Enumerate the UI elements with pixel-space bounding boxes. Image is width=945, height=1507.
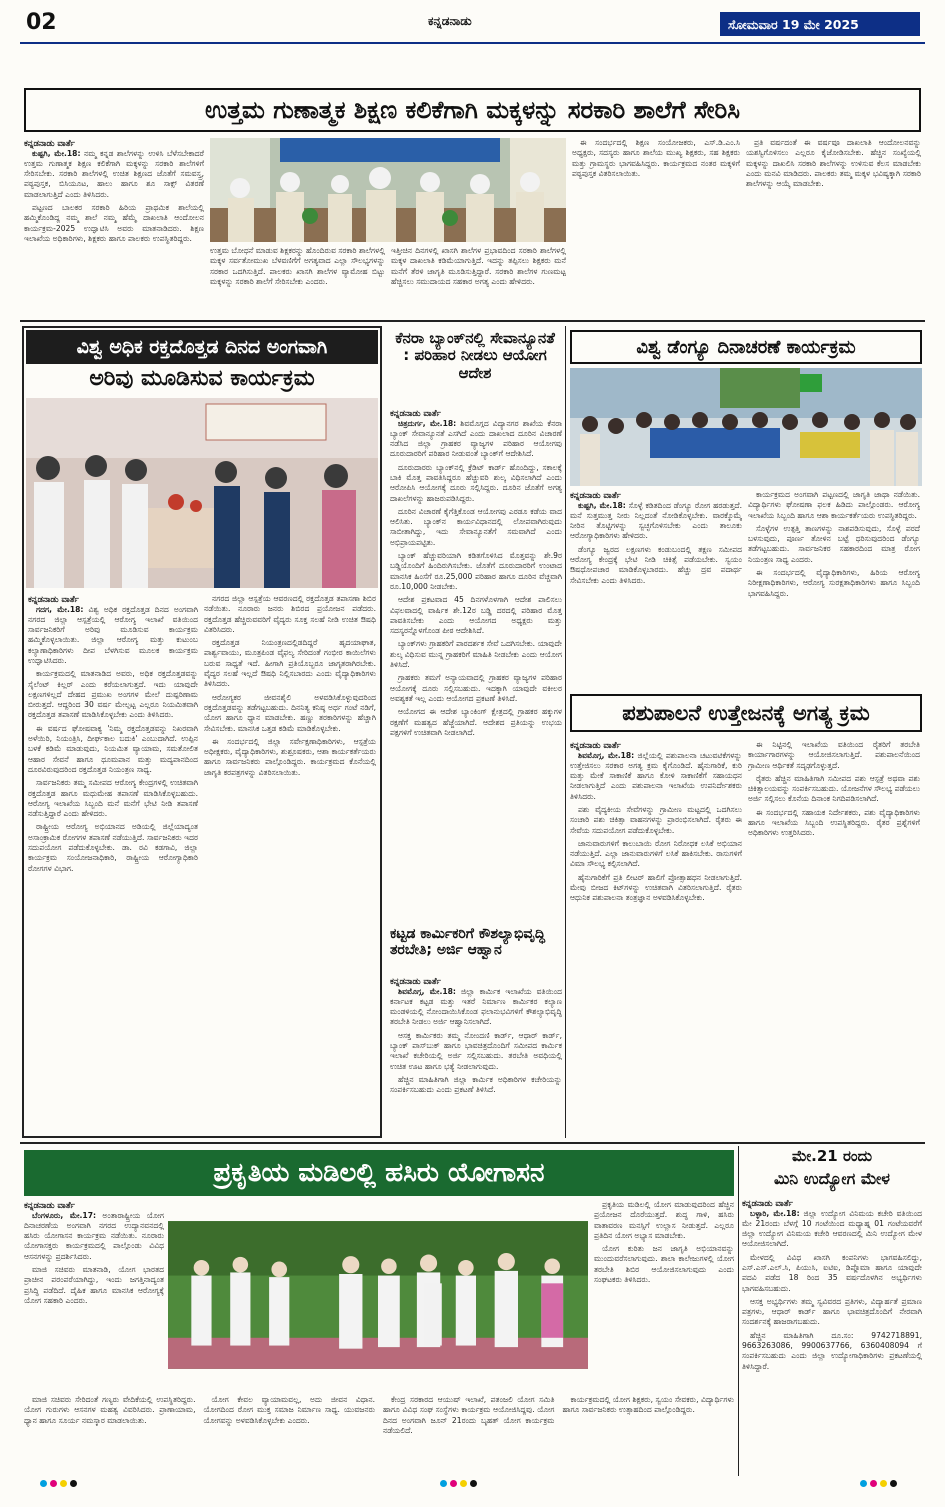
article1-bottom-rule	[20, 320, 925, 322]
article3-body: ಕನ್ನಡನಾಡು ವಾರ್ತೆ ಚಿತ್ರದುರ್ಗ, ಮೇ.18: ಶಿವಮೊಗ್ಗದ ವಿದ್ಯಾನಗರ ಶಾಖೆಯ ಕೆನರಾ ಬ್ಯಾಂಕ್ ಸೇವಾನ್ಯೂನತೆ ಎಸಗಿದೆ ಎಂದು ದಾಖಲಾದ ದೂರಿನ ವಿಚಾರಣೆ ನಡೆಸಿದ ಜಿಲ್ಲಾ ಗ್ರಾಹಕರ ವ್ಯಾಜ್ಯಗಳ ಪರಿಹಾರ ಆಯೋಗವು ದೂರುದಾರರಿಗೆ ಪರಿಹಾರ ನೀಡುವಂತೆ ಬ್ಯಾಂಕ್‌ಗೆ ಆದೇಶಿಸಿದೆ. ದೂರುದಾರರು ಬ್ಯಾಂಕ್‌ನಲ್ಲಿ ಕ್ರೆಡಿಟ್ ಕಾರ್ಡ್ ಹೊಂದಿದ್ದು, ಸಕಾಲಕ್ಕೆ ಬಾಕಿ ಮೊತ್ತ ಪಾವತಿಸಿದ್ದರೂ ಹೆಚ್ಚುವರಿ ಶುಲ್ಕ ವಿಧಿಸಲಾಗಿದೆ ಎಂದು ಆರೋಪಿಸಿ ಆಯೋಗಕ್ಕೆ ದೂರು ಸಲ್ಲಿಸಿದ್ದರು. ದೂರಿನ ಜೊತೆಗೆ ಅಗತ್ಯ ದಾಖಲೆಗಳನ್ನು ಹಾಜರುಪಡಿಸಿದ್ದರು. ದೂರಿನ ವಿಚಾರಣೆ ಕೈಗೆತ್ತಿಕೊಂಡ ಆಯೋಗವು ಎರಡೂ ಕಡೆಯ ವಾದ ಆಲಿಸಿತು. ಬ್ಯಾಂಕ್‌ನ ಕಾರ್ಯವಿಧಾನದಲ್ಲಿ ಲೋಪವಾಗಿರುವುದು ಸಾಬೀತಾಗಿದ್ದು, ಇದು ಸೇವಾನ್ಯೂನತೆಗೆ ಸಮವಾಗಿದೆ ಎಂದು ಅಭಿಪ್ರಾಯಪಟ್ಟಿತು. ಬ್ಯಾಂಕ್ ಹೆಚ್ಚುವರಿಯಾಗಿ ಕಡಿತಗೊಳಿಸಿದ ಮೊತ್ತವನ್ನು ಶೇ.9ರ ಬಡ್ಡಿಯೊಂದಿಗೆ ಹಿಂದಿರುಗಿಸಬೇಕು. ಜೊತೆಗೆ ದೂರುದಾರರಿಗೆ ಉಂಟಾದ ಮಾನಸಿಕ ಹಿಂಸೆಗೆ ರೂ.25,000 ಪರಿಹಾರ ಹಾಗೂ ದೂರಿನ ವೆಚ್ಚವಾಗಿ ರೂ.10,000 ನೀಡಬೇಕು. ಆದೇಶ ಪ್ರಕಟವಾದ 45 ದಿನಗಳೊಳಗಾಗಿ ಆದೇಶ ಪಾಲಿಸಲು ವಿಫಲವಾದಲ್ಲಿ ವಾರ್ಷಿಕ ಶೇ.12ರ ಬಡ್ಡಿ ದರದಲ್ಲಿ ಪರಿಹಾರ ಮೊತ್ತ ಪಾವತಿಸಬೇಕು ಎಂದು ಆಯೋಗದ ಅಧ್ಯಕ್ಷರು ಮತ್ತು ಸದಸ್ಯರನ್ನೊಳಗೊಂಡ ಪೀಠ ಆದೇಶಿಸಿದೆ. ಬ್ಯಾಂಕ್‌ಗಳು ಗ್ರಾಹಕರಿಗೆ ಪಾರದರ್ಶಕ ಸೇವೆ ಒದಗಿಸಬೇಕು. ಯಾವುದೇ ಶುಲ್ಕ ವಿಧಿಸುವ ಮುನ್ನ ಗ್ರಾಹಕರಿಗೆ ಮಾಹಿತಿ ನೀಡಬೇಕು ಎಂದು ಆಯೋಗ ತಿಳಿಸಿದೆ. ಗ್ರಾಹಕರು ತಮಗೆ ಅನ್ಯಾಯವಾದಲ್ಲಿ ಗ್ರಾಹಕರ ವ್ಯಾಜ್ಯಗಳ ಪರಿಹಾರ ಆಯೋಗಕ್ಕೆ ದೂರು ಸಲ್ಲಿಸಬಹುದು. ಇದಕ್ಕಾಗಿ ಯಾವುದೇ ವಕೀಲರ ಅವಶ್ಯಕತೆ ಇಲ್ಲ ಎಂದು ಆಯೋಗದ ಪ್ರಕಟಣೆ ತಿಳಿಸಿದೆ. ಆಯೋಗದ ಈ ಆದೇಶ ಬ್ಯಾಂಕಿಂಗ್ ಕ್ಷೇತ್ರದಲ್ಲಿ ಗ್ರಾಹಕರ ಹಕ್ಕುಗಳ ರಕ್ಷಣೆಗೆ ಮಹತ್ವದ ಹೆಜ್ಜೆಯಾಗಿದೆ. ಆದೇಶದ ಪ್ರತಿಯನ್ನು ಉಭಯ ಪಕ್ಷಗಳಿಗೆ ಉಚಿತವಾಗಿ ನೀಡಲಾಗಿದೆ.	[390, 408, 562, 737]
article1-col3: ಇತ್ತೀಚಿನ ದಿನಗಳಲ್ಲಿ ಖಾಸಗಿ ಶಾಲೆಗಳ ಪ್ರಭಾವದಿಂದ ಸರಕಾರಿ ಶಾಲೆಗಳಲ್ಲಿ ಮಕ್ಕಳ ದಾಖಲಾತಿ ಕಡಿಮೆಯಾಗುತ್ತಿದೆ. ಇದನ್ನು ತಪ್ಪಿಸಲು ಶಿಕ್ಷಕರು ಮನೆ ಮನೆಗೆ ತೆರಳಿ ಜಾಗೃತಿ ಮೂಡಿಸುತ್ತಿದ್ದಾರೆ. ಸರಕಾರಿ ಶಾಲೆಗಳ ಗುಣಮಟ್ಟ ಹೆಚ್ಚಿಸಲು ಸಮುದಾಯದ ಸಹಕಾರ ಅಗತ್ಯ ಎಂದು ಹೇಳಿದರು.	[391, 246, 566, 286]
article1-col2: ಉತ್ತಮ ಬೋಧನೆ ಮಾಡುವ ಶಿಕ್ಷಕರನ್ನು ಹೊಂದಿರುವ ಸರಕಾರಿ ಶಾಲೆಗಳಲ್ಲಿ ಮಕ್ಕಳ ಸರ್ವತೋಮುಖ ಬೆಳವಣಿಗೆಗೆ ಅಗತ್ಯವಾದ ಎಲ್ಲಾ ಸೌಲಭ್ಯಗಳನ್ನು ಸರಕಾರ ಒದಗಿಸುತ್ತಿದೆ. ಪಾಲಕರು ಖಾಸಗಿ ಶಾಲೆಗಳ ವ್ಯಾಮೋಹ ಬಿಟ್ಟು ಮಕ್ಕಳನ್ನು ಸರಕಾರಿ ಶಾಲೆಗೆ ಸೇರಿಸಬೇಕು ಎಂದರು.	[210, 246, 385, 286]
article2-photo	[26, 398, 378, 588]
article2-place: ಗದಗ, ಮೇ.18:	[36, 604, 84, 614]
article1-para: ಪಟ್ಟಣದ ಬಾಲಕರ ಸರಕಾರಿ ಹಿರಿಯ ಪ್ರಾಥಮಿಕ ಶಾಲೆಯಲ್ಲಿ ಹಮ್ಮಿಕೊಂಡಿದ್ದ ನಮ್ಮ ಶಾಲೆ ನಮ್ಮ ಹೆಮ್ಮೆ ದಾಖಲಾತಿ ಆಂದೋಲನ ಕಾರ್ಯಕ್ರಮ-2025 ಉದ್ಘಾಟಿಸಿ ಅವರು ಮಾತನಾಡಿದರು. ಶಿಕ್ಷಣ ಇಲಾಖೆಯ ಅಧಿಕಾರಿಗಳು, ಶಿಕ್ಷಕರು ಹಾಗೂ ಪಾಲಕರು ಉಪಸ್ಥಿತರಿದ್ದರು.	[24, 202, 204, 243]
article7-photo	[168, 1200, 588, 1390]
article5-byline: ಕನ್ನಡನಾಡು ವಾರ್ತೆ	[570, 490, 621, 500]
article4-byline: ಕನ್ನಡನಾಡು ವಾರ್ತೆ	[390, 976, 441, 986]
article5-col1: ಕನ್ನಡನಾಡು ವಾರ್ತೆ ಕುಷ್ಟಗಿ, ಮೇ.18: ಸೊಳ್ಳೆ ಕಡಿತದಿಂದ ಡೆಂಗ್ಯೂ ರೋಗ ಹರಡುತ್ತದೆ. ಮನೆ ಸುತ್ತಮುತ್ತ ನೀರು ನಿಲ್ಲದಂತೆ ನೋಡಿಕೊಳ್ಳಬೇಕು. ವಾರಕ್ಕೊಮ್ಮೆ ನೀರಿನ ತೊಟ್ಟಿಗಳನ್ನು ಸ್ವಚ್ಛಗೊಳಿಸಬೇಕು ಎಂದು ತಾಲೂಕು ಆರೋಗ್ಯಾಧಿಕಾರಿಗಳು ಹೇಳಿದರು. ಡೆಂಗ್ಯೂ ಜ್ವರದ ಲಕ್ಷಣಗಳು ಕಂಡುಬಂದಲ್ಲಿ ತಕ್ಷಣ ಸಮೀಪದ ಆರೋಗ್ಯ ಕೇಂದ್ರಕ್ಕೆ ಭೇಟಿ ನೀಡಿ ಚಿಕಿತ್ಸೆ ಪಡೆಯಬೇಕು. ಸ್ವಯಂ ಔಷಧೋಪಚಾರ ಮಾಡಿಕೊಳ್ಳಬಾರದು. ಹೆಚ್ಚು ದ್ರವ ಪದಾರ್ಥ ಸೇವಿಸಬೇಕು ಎಂದು ತಿಳಿಸಿದರು.	[570, 490, 742, 585]
article3-headline: ಕೆನರಾ ಬ್ಯಾಂಕ್‌ನಲ್ಲಿ ಸೇವಾನ್ಯೂನತೆ : ಪರಿಹಾರ ನೀಡಲು ಆಯೋಗ ಆದೇಶ	[395, 330, 555, 382]
page-number: 02	[26, 10, 57, 35]
article7-place: ಬೆಂಗಳೂರು, ಮೇ.17:	[32, 1210, 97, 1220]
article4-body: ಕನ್ನಡನಾಡು ವಾರ್ತೆ ಶಿವಮೊಗ್ಗ, ಮೇ.18: ಜಿಲ್ಲಾ ಕಾರ್ಮಿಕ ಇಲಾಖೆಯ ವತಿಯಿಂದ ಕರ್ನಾಟಕ ಕಟ್ಟಡ ಮತ್ತು ಇತರೆ ನಿರ್ಮಾಣ ಕಾರ್ಮಿಕರ ಕಲ್ಯಾಣ ಮಂಡಳಿಯಲ್ಲಿ ನೋಂದಾಯಿಸಿಕೊಂಡ ಫಲಾನುಭವಿಗಳಿಗೆ ಕೌಶಲ್ಯಾಭಿವೃದ್ಧಿ ತರಬೇತಿ ನೀಡಲು ಅರ್ಜಿ ಆಹ್ವಾನಿಸಲಾಗಿದೆ. ಆಸಕ್ತ ಕಾರ್ಮಿಕರು ತಮ್ಮ ನೋಂದಣಿ ಕಾರ್ಡ್, ಆಧಾರ್ ಕಾರ್ಡ್, ಬ್ಯಾಂಕ್ ಪಾಸ್‌ಬುಕ್ ಹಾಗೂ ಭಾವಚಿತ್ರದೊಂದಿಗೆ ಸಮೀಪದ ಕಾರ್ಮಿಕ ಇಲಾಖೆ ಕಚೇರಿಯಲ್ಲಿ ಅರ್ಜಿ ಸಲ್ಲಿಸಬಹುದು. ತರಬೇತಿ ಅವಧಿಯಲ್ಲಿ ಉಚಿತ ಊಟ ಹಾಗೂ ಭತ್ಯೆ ನೀಡಲಾಗುವುದು. ಹೆಚ್ಚಿನ ಮಾಹಿತಿಗಾಗಿ ಜಿಲ್ಲಾ ಕಾರ್ಮಿಕ ಅಧಿಕಾರಿಗಳ ಕಚೇರಿಯನ್ನು ಸಂಪರ್ಕಿಸಬಹುದು ಎಂದು ಪ್ರಕಟಣೆ ತಿಳಿಸಿದೆ.	[390, 976, 562, 1095]
article4-place: ಶಿವಮೊಗ್ಗ, ಮೇ.18:	[398, 986, 456, 996]
registration-marks-left	[40, 1480, 77, 1487]
article2-headline-line2: ಅರಿವು ಮೂಡಿಸುವ ಕಾರ್ಯಕ್ರಮ	[89, 366, 315, 391]
date-strip: ಸೋಮವಾರ 19 ಮೇ 2025	[720, 12, 920, 36]
registration-marks-right	[860, 1480, 897, 1487]
article5-col2: ಕಾರ್ಯಕ್ರಮದ ಅಂಗವಾಗಿ ಪಟ್ಟಣದಲ್ಲಿ ಜಾಗೃತಿ ಜಾಥಾ ನಡೆಯಿತು. ವಿದ್ಯಾರ್ಥಿಗಳು ಘೋಷಣಾ ಫಲಕ ಹಿಡಿದು ಪಾಲ್ಗೊಂಡರು. ಆರೋಗ್ಯ ಇಲಾಖೆಯ ಸಿಬ್ಬಂದಿ ಹಾಗೂ ಆಶಾ ಕಾರ್ಯಕರ್ತೆಯರು ಉಪಸ್ಥಿತರಿದ್ದರು. ಸೊಳ್ಳೆಗಳ ಉತ್ಪತ್ತಿ ತಾಣಗಳನ್ನು ನಾಶಪಡಿಸುವುದು, ಸೊಳ್ಳೆ ಪರದೆ ಬಳಸುವುದು, ಪೂರ್ಣ ತೋಳಿನ ಬಟ್ಟೆ ಧರಿಸುವುದರಿಂದ ಡೆಂಗ್ಯೂ ತಡೆಗಟ್ಟಬಹುದು. ಸಾರ್ವಜನಿಕರ ಸಹಕಾರದಿಂದ ಮಾತ್ರ ರೋಗ ನಿಯಂತ್ರಣ ಸಾಧ್ಯ ಎಂದರು. ಈ ಸಂದರ್ಭದಲ್ಲಿ ವೈದ್ಯಾಧಿಕಾರಿಗಳು, ಹಿರಿಯ ಆರೋಗ್ಯ ನಿರೀಕ್ಷಣಾಧಿಕಾರಿಗಳು, ಆರೋಗ್ಯ ಸುರಕ್ಷತಾಧಿಕಾರಿಗಳು ಹಾಗೂ ಸಿಬ್ಬಂದಿ ಭಾಗವಹಿಸಿದ್ದರು.	[748, 490, 920, 598]
registration-marks-center	[440, 1480, 477, 1487]
article3-byline: ಕನ್ನಡನಾಡು ವಾರ್ತೆ	[390, 408, 441, 418]
article8-place: ಬಳ್ಳಾರಿ, ಮೇ.18:	[750, 1208, 800, 1218]
article7-col3: ಮಾಜಿ ಸಚಿವರು ಸೇರಿದಂತೆ ಗಣ್ಯರು ವೇದಿಕೆಯಲ್ಲಿ ಉಪಸ್ಥಿತರಿದ್ದರು. ಯೋಗ ಗುರುಗಳು ಆಸನಗಳ ಮಹತ್ವ ವಿವರಿಸಿದರು. ಪ್ರಾಣಾಯಾಮ, ಧ್ಯಾನ ಹಾಗೂ ಸೂರ್ಯ ನಮಸ್ಕಾರ ಮಾಡಲಾಯಿತು. ಯೋಗ ಕೇವಲ ವ್ಯಾಯಾಮವಲ್ಲ, ಅದು ಜೀವನ ವಿಧಾನ. ಯೋಗದಿಂದ ರೋಗ ಮುಕ್ತ ಸಮಾಜ ನಿರ್ಮಾಣ ಸಾಧ್ಯ. ಯುವಜನರು ಯೋಗವನ್ನು ಅಳವಡಿಸಿಕೊಳ್ಳಬೇಕು ಎಂದರು. ಕೇಂದ್ರ ಸರಕಾರದ ಆಯುಷ್ ಇಲಾಖೆ, ಪತಂಜಲಿ ಯೋಗ ಸಮಿತಿ ಹಾಗೂ ವಿವಿಧ ಸಂಘ ಸಂಸ್ಥೆಗಳು ಕಾರ್ಯಕ್ರಮ ಆಯೋಜಿಸಿದ್ದವು. ಯೋಗ ದಿನದ ಅಂಗವಾಗಿ ಜೂನ್ 21ರಂದು ಬೃಹತ್ ಯೋಗ ಕಾರ್ಯಕ್ರಮ ನಡೆಯಲಿದೆ. ಕಾರ್ಯಕ್ರಮದಲ್ಲಿ ಯೋಗ ಶಿಕ್ಷಕರು, ಸ್ವಯಂ ಸೇವಕರು, ವಿದ್ಯಾರ್ಥಿಗಳು ಹಾಗೂ ಸಾರ್ವಜನಿಕರು ಉತ್ಸಾಹದಿಂದ ಪಾಲ್ಗೊಂಡಿದ್ದರು.	[24, 1395, 734, 1435]
article6-col2: ಈ ನಿಟ್ಟಿನಲ್ಲಿ ಇಲಾಖೆಯ ವತಿಯಿಂದ ರೈತರಿಗೆ ತರಬೇತಿ ಕಾರ್ಯಾಗಾರಗಳನ್ನು ಆಯೋಜಿಸಲಾಗುತ್ತಿದೆ. ಪಶುಪಾಲನೆಯಿಂದ ಗ್ರಾಮೀಣ ಆರ್ಥಿಕತೆ ಸದೃಢಗೊಳ್ಳುತ್ತದೆ. ರೈತರು ಹೆಚ್ಚಿನ ಮಾಹಿತಿಗಾಗಿ ಸಮೀಪದ ಪಶು ಆಸ್ಪತ್ರೆ ಅಥವಾ ಪಶು ಚಿಕಿತ್ಸಾಲಯವನ್ನು ಸಂಪರ್ಕಿಸಬಹುದು. ಯೋಜನೆಗಳ ಸೌಲಭ್ಯ ಪಡೆಯಲು ಅರ್ಜಿ ಸಲ್ಲಿಸಲು ಕೊನೆಯ ದಿನಾಂಕ ನಿಗದಿಪಡಿಸಲಾಗಿದೆ. ಈ ಸಂದರ್ಭದಲ್ಲಿ ಸಹಾಯಕ ನಿರ್ದೇಶಕರು, ಪಶು ವೈದ್ಯಾಧಿಕಾರಿಗಳು ಹಾಗೂ ಇಲಾಖೆಯ ಸಿಬ್ಬಂದಿ ಉಪಸ್ಥಿತರಿದ್ದರು. ರೈತರ ಪ್ರಶ್ನೆಗಳಿಗೆ ಅಧಿಕಾರಿಗಳು ಉತ್ತರಿಸಿದರು.	[748, 740, 920, 838]
article6-byline: ಕನ್ನಡನಾಡು ವಾರ್ತೆ	[570, 740, 621, 750]
article8-divider	[738, 1146, 739, 1476]
article7-headline: ಪ್ರಕೃತಿಯ ಮಡಿಲಲ್ಲಿ ಹಸಿರು ಯೋಗಾಸನ	[24, 1150, 734, 1196]
article2-headline-line1: ವಿಶ್ವ ಅಧಿಕ ರಕ್ತದೊತ್ತಡ ದಿನದ ಅಂಗವಾಗಿ	[26, 330, 378, 364]
article6-col1: ಕನ್ನಡನಾಡು ವಾರ್ತೆ ಶಿವಮೊಗ್ಗ, ಮೇ.18: ಜಿಲ್ಲೆಯಲ್ಲಿ ಪಶುಪಾಲನಾ ಚಟುವಟಿಕೆಗಳನ್ನು ಉತ್ತೇಜಿಸಲು ಸರಕಾರ ಅಗತ್ಯ ಕ್ರಮ ಕೈಗೊಂಡಿದೆ. ಹೈನುಗಾರಿಕೆ, ಕುರಿ ಮತ್ತು ಮೇಕೆ ಸಾಕಾಣಿಕೆ ಹಾಗೂ ಕೋಳಿ ಸಾಕಾಣಿಕೆಗೆ ಸಹಾಯಧನ ನೀಡಲಾಗುತ್ತಿದೆ ಎಂದು ಪಶುಪಾಲನಾ ಇಲಾಖೆಯ ಉಪನಿರ್ದೇಶಕರು ತಿಳಿಸಿದರು. ಪಶು ವೈದ್ಯಕೀಯ ಸೇವೆಗಳನ್ನು ಗ್ರಾಮೀಣ ಮಟ್ಟದಲ್ಲಿ ಒದಗಿಸಲು ಸಂಚಾರಿ ಪಶು ಚಿಕಿತ್ಸಾ ವಾಹನಗಳನ್ನು ಪ್ರಾರಂಭಿಸಲಾಗಿದೆ. ರೈತರು ಈ ಸೇವೆಯ ಸದುಪಯೋಗ ಪಡೆದುಕೊಳ್ಳಬೇಕು. ಜಾನುವಾರುಗಳಿಗೆ ಕಾಲುಬಾಯಿ ರೋಗ ನಿರೋಧಕ ಲಸಿಕೆ ಅಭಿಯಾನ ನಡೆಯುತ್ತಿದೆ. ಎಲ್ಲಾ ಜಾನುವಾರುಗಳಿಗೆ ಲಸಿಕೆ ಹಾಕಿಸಬೇಕು. ರಾಸುಗಳಿಗೆ ವಿಮಾ ಸೌಲಭ್ಯ ಕಲ್ಪಿಸಲಾಗಿದೆ. ಹೈನುಗಾರಿಕೆಗೆ ಪ್ರತಿ ಲೀಟರ್ ಹಾಲಿಗೆ ಪ್ರೋತ್ಸಾಹಧನ ನೀಡಲಾಗುತ್ತಿದೆ. ಮೇವು ಬೀಜದ ಕಿಟ್‌ಗಳನ್ನು ಉಚಿತವಾಗಿ ವಿತರಿಸಲಾಗುತ್ತಿದೆ. ರೈತರು ಆಧುನಿಕ ಪಶುಪಾಲನಾ ತಂತ್ರಜ್ಞಾನ ಅಳವಡಿಸಿಕೊಳ್ಳಬೇಕು.	[570, 740, 742, 903]
article4-headline: ಕಟ್ಟಡ ಕಾರ್ಮಿಕರಿಗೆ ಕೌಶಲ್ಯಾಭಿವೃದ್ಧಿ ತರಬೇತಿ; ಅರ್ಜಿ ಆಹ್ವಾನ	[390, 926, 546, 959]
article1-byline: ಕನ್ನಡನಾಡು ವಾರ್ತೆ	[24, 138, 75, 148]
article8-byline: ಕನ್ನಡನಾಡು ವಾರ್ತೆ	[742, 1198, 793, 1208]
article7-col2: ಪ್ರಕೃತಿಯ ಮಡಿಲಲ್ಲಿ ಯೋಗ ಮಾಡುವುದರಿಂದ ಹೆಚ್ಚಿನ ಪ್ರಯೋಜನ ದೊರೆಯುತ್ತದೆ. ಶುದ್ಧ ಗಾಳಿ, ಹಸಿರು ವಾತಾವರಣ ಮನಸ್ಸಿಗೆ ಉಲ್ಲಾಸ ನೀಡುತ್ತದೆ. ಎಲ್ಲರೂ ಪ್ರತಿದಿನ ಯೋಗ ಅಭ್ಯಾಸ ಮಾಡಬೇಕು. ಯೋಗ ಕುರಿತು ಜನ ಜಾಗೃತಿ ಅಭಿಯಾನವನ್ನು ಮುಂದುವರೆಸಲಾಗುವುದು. ಶಾಲಾ ಕಾಲೇಜುಗಳಲ್ಲಿ ಯೋಗ ತರಬೇತಿ ಶಿಬಿರ ಆಯೋಜಿಸಲಾಗುವುದು ಎಂದು ಸಂಘಟಕರು ತಿಳಿಸಿದರು.	[594, 1200, 734, 1285]
article1-col4: ಈ ಸಂದರ್ಭದಲ್ಲಿ ಶಿಕ್ಷಣ ಸಂಯೋಜಕರು, ಎಸ್.ಡಿ.ಎಂ.ಸಿ ಅಧ್ಯಕ್ಷರು, ಸದಸ್ಯರು ಹಾಗೂ ಶಾಲೆಯ ಮುಖ್ಯ ಶಿಕ್ಷಕರು, ಸಹ ಶಿಕ್ಷಕರು ಮತ್ತು ಗ್ರಾಮಸ್ಥರು ಭಾಗವಹಿಸಿದ್ದರು. ಕಾರ್ಯಕ್ರಮದ ನಂತರ ಮಕ್ಕಳಿಗೆ ಪಠ್ಯಪುಸ್ತಕ ವಿತರಿಸಲಾಯಿತು.	[572, 138, 740, 178]
article1-col5: ಪ್ರತಿ ವರ್ಷದಂತೆ ಈ ವರ್ಷವೂ ದಾಖಲಾತಿ ಆಂದೋಲನವನ್ನು ಯಶಸ್ವಿಗೊಳಿಸಲು ಎಲ್ಲರೂ ಕೈಜೋಡಿಸಬೇಕು. ಹೆಚ್ಚಿನ ಸಂಖ್ಯೆಯಲ್ಲಿ ಮಕ್ಕಳನ್ನು ದಾಖಲಿಸಿ ಸರಕಾರಿ ಶಾಲೆಗಳನ್ನು ಉಳಿಸುವ ಕೆಲಸ ಮಾಡಬೇಕು ಎಂದು ಮನವಿ ಮಾಡಿದರು. ಪಾಲಕರು ತಮ್ಮ ಮಕ್ಕಳ ಭವಿಷ್ಯಕ್ಕಾಗಿ ಸರಕಾರಿ ಶಾಲೆಗಳನ್ನು ಆಯ್ಕೆ ಮಾಡಬೇಕು.	[746, 138, 921, 189]
article5-headline: ವಿಶ್ವ ಡೆಂಗ್ಯೂ ದಿನಾಚರಣೆ ಕಾರ್ಯಕ್ರಮ	[570, 330, 922, 364]
article2-byline: ಕನ್ನಡನಾಡು ವಾರ್ತೆ	[28, 594, 79, 604]
article2-col1: ಕನ್ನಡನಾಡು ವಾರ್ತೆ ಗದಗ, ಮೇ.18: ವಿಶ್ವ ಅಧಿಕ ರಕ್ತದೊತ್ತಡ ದಿನದ ಅಂಗವಾಗಿ ನಗರದ ಜಿಲ್ಲಾ ಆಸ್ಪತ್ರೆಯಲ್ಲಿ ಆರೋಗ್ಯ ಇಲಾಖೆ ವತಿಯಿಂದ ಸಾರ್ವಜನಿಕರಿಗೆ ಅರಿವು ಮೂಡಿಸುವ ಕಾರ್ಯಕ್ರಮ ಹಮ್ಮಿಕೊಳ್ಳಲಾಯಿತು. ಜಿಲ್ಲಾ ಆರೋಗ್ಯ ಮತ್ತು ಕುಟುಂಬ ಕಲ್ಯಾಣಾಧಿಕಾರಿಗಳು ದೀಪ ಬೆಳಗಿಸುವ ಮೂಲಕ ಕಾರ್ಯಕ್ರಮ ಉದ್ಘಾಟಿಸಿದರು. ಕಾರ್ಯಕ್ರಮದಲ್ಲಿ ಮಾತನಾಡಿದ ಅವರು, ಅಧಿಕ ರಕ್ತದೊತ್ತಡವನ್ನು ಸೈಲೆಂಟ್ ಕಿಲ್ಲರ್ ಎಂದು ಕರೆಯಲಾಗುತ್ತದೆ. ಇದು ಯಾವುದೇ ಲಕ್ಷಣಗಳಿಲ್ಲದೆ ದೇಹದ ಪ್ರಮುಖ ಅಂಗಗಳ ಮೇಲೆ ದುಷ್ಪರಿಣಾಮ ಬೀರುತ್ತದೆ. ಆದ್ದರಿಂದ 30 ವರ್ಷ ಮೇಲ್ಪಟ್ಟ ಎಲ್ಲರೂ ನಿಯಮಿತವಾಗಿ ರಕ್ತದೊತ್ತಡ ತಪಾಸಣೆ ಮಾಡಿಸಿಕೊಳ್ಳಬೇಕು ಎಂದು ತಿಳಿಸಿದರು. ಈ ವರ್ಷದ ಘೋಷವಾಕ್ಯ 'ನಿಮ್ಮ ರಕ್ತದೊತ್ತಡವನ್ನು ನಿಖರವಾಗಿ ಅಳೆಯಿರಿ, ನಿಯಂತ್ರಿಸಿ, ದೀರ್ಘಕಾಲ ಬದುಕಿ' ಎಂಬುದಾಗಿದೆ. ಉಪ್ಪಿನ ಬಳಕೆ ಕಡಿಮೆ ಮಾಡುವುದು, ನಿಯಮಿತ ವ್ಯಾಯಾಮ, ಸಮತೋಲಿತ ಆಹಾರ ಸೇವನೆ ಹಾಗೂ ಧೂಮಪಾನ ಮತ್ತು ಮದ್ಯಪಾನದಿಂದ ದೂರವಿರುವುದರಿಂದ ರಕ್ತದೊತ್ತಡ ನಿಯಂತ್ರಣ ಸಾಧ್ಯ. ಸಾರ್ವಜನಿಕರು ತಮ್ಮ ಸಮೀಪದ ಆರೋಗ್ಯ ಕೇಂದ್ರಗಳಲ್ಲಿ ಉಚಿತವಾಗಿ ರಕ್ತದೊತ್ತಡ ಹಾಗೂ ಮಧುಮೇಹ ತಪಾಸಣೆ ಮಾಡಿಸಿಕೊಳ್ಳಬಹುದು. ಆರೋಗ್ಯ ಇಲಾಖೆಯ ಸಿಬ್ಬಂದಿ ಮನೆ ಮನೆಗೆ ಭೇಟಿ ನೀಡಿ ತಪಾಸಣೆ ನಡೆಸುತ್ತಿದ್ದಾರೆ ಎಂದು ಹೇಳಿದರು. ರಾಷ್ಟ್ರೀಯ ಆರೋಗ್ಯ ಅಭಿಯಾನದ ಅಡಿಯಲ್ಲಿ ಜಿಲ್ಲೆಯಾದ್ಯಂತ ಅಸಾಂಕ್ರಾಮಿಕ ರೋಗಗಳ ತಪಾಸಣೆ ನಡೆಯುತ್ತಿದೆ. ಸಾರ್ವಜನಿಕರು ಇದರ ಸದುಪಯೋಗ ಪಡೆದುಕೊಳ್ಳಬೇಕು. ಡಾ. ರವಿ ಕಡಗಾವಿ, ಜಿಲ್ಲಾ ಕಾರ್ಯಕ್ರಮ ಸಂಯೋಜನಾಧಿಕಾರಿ, ರಾಷ್ಟ್ರೀಯ ಆರೋಗ್ಯಾಧಿಕಾರಿ ರೋಗಗಳ ವಿಭಾಗ.	[28, 594, 198, 873]
newspaper-name: ಕನ್ನಡನಾಡು	[428, 14, 472, 28]
article8-headline-line2: ಮಿನಿ ಉದ್ಯೋಗ ಮೇಳ	[774, 1170, 890, 1188]
article7-byline: ಕನ್ನಡನಾಡು ವಾರ್ತೆ	[24, 1200, 75, 1210]
article1-col1: ಕನ್ನಡನಾಡು ವಾರ್ತೆ ಕುಷ್ಟಗಿ, ಮೇ.18: ನಮ್ಮ ಕನ್ನಡ ಶಾಲೆಗಳನ್ನು ಉಳಿಸಿ ಬೆಳೆಸಬೇಕಾದರೆ ಉತ್ತಮ ಗುಣಾತ್ಮಕ ಶಿಕ್ಷಣ ಕಲಿಕೆಗಾಗಿ ಮಕ್ಕಳನ್ನು ಸರಕಾರಿ ಶಾಲೆಗಳಿಗೆ ಸೇರಿಸಬೇಕು. ಸರಕಾರಿ ಶಾಲೆಗಳಲ್ಲಿ ಉಚಿತ ಶಿಕ್ಷಣದ ಜೊತೆಗೆ ಸಮವಸ್ತ್ರ, ಪಠ್ಯಪುಸ್ತಕ, ಬಿಸಿಯೂಟ, ಹಾಲು ಹಾಗೂ ಶೂ ಸಾಕ್ಸ್ ವಿತರಣೆ ಮಾಡಲಾಗುತ್ತಿದೆ ಎಂದು ತಿಳಿಸಿದರು. ಪಟ್ಟಣದ ಬಾಲಕರ ಸರಕಾರಿ ಹಿರಿಯ ಪ್ರಾಥಮಿಕ ಶಾಲೆಯಲ್ಲಿ ಹಮ್ಮಿಕೊಂಡಿದ್ದ ನಮ್ಮ ಶಾಲೆ ನಮ್ಮ ಹೆಮ್ಮೆ ದಾಖಲಾತಿ ಆಂದೋಲನ ಕಾರ್ಯಕ್ರಮ-2025 ಉದ್ಘಾಟಿಸಿ ಅವರು ಮಾತನಾಡಿದರು. ಶಿಕ್ಷಣ ಇಲಾಖೆಯ ಅಧಿಕಾರಿಗಳು, ಶಿಕ್ಷಕರು ಹಾಗೂ ಪಾಲಕರು ಉಪಸ್ಥಿತರಿದ್ದರು.	[24, 138, 204, 243]
article1-headline: ಉತ್ತಮ ಗುಣಾತ್ಮಕ ಶಿಕ್ಷಣ ಕಲಿಕೆಗಾಗಿ ಮಕ್ಕಳನ್ನು ಸರಕಾರಿ ಶಾಲೆಗೆ ಸೇರಿಸಿ	[24, 88, 921, 132]
article2-col2: ನಗರದ ಜಿಲ್ಲಾ ಆಸ್ಪತ್ರೆಯ ಆವರಣದಲ್ಲಿ ರಕ್ತದೊತ್ತಡ ತಪಾಸಣಾ ಶಿಬಿರ ನಡೆಯಿತು. ನೂರಾರು ಜನರು ಶಿಬಿರದ ಪ್ರಯೋಜನ ಪಡೆದರು. ರಕ್ತದೊತ್ತಡ ಹೆಚ್ಚಿರುವವರಿಗೆ ವೈದ್ಯರು ಸೂಕ್ತ ಸಲಹೆ ನೀಡಿ ಉಚಿತ ಔಷಧಿ ವಿತರಿಸಿದರು. ರಕ್ತದೊತ್ತಡ ನಿಯಂತ್ರಣದಲ್ಲಿಡದಿದ್ದರೆ ಹೃದಯಾಘಾತ, ಪಾರ್ಶ್ವವಾಯು, ಮೂತ್ರಪಿಂಡ ವೈಫಲ್ಯ ಸೇರಿದಂತೆ ಗಂಭೀರ ಕಾಯಿಲೆಗಳು ಬರುವ ಸಾಧ್ಯತೆ ಇದೆ. ಹೀಗಾಗಿ ಪ್ರತಿಯೊಬ್ಬರೂ ಜಾಗೃತರಾಗಿರಬೇಕು. ವೈದ್ಯರ ಸಲಹೆ ಇಲ್ಲದೆ ಔಷಧಿ ನಿಲ್ಲಿಸಬಾರದು ಎಂದು ವೈದ್ಯಾಧಿಕಾರಿಗಳು ತಿಳಿಸಿದರು. ಆರೋಗ್ಯಕರ ಜೀವನಶೈಲಿ ಅಳವಡಿಸಿಕೊಳ್ಳುವುದರಿಂದ ರಕ್ತದೊತ್ತಡವನ್ನು ತಡೆಗಟ್ಟಬಹುದು. ದಿನನಿತ್ಯ ಕನಿಷ್ಠ ಅರ್ಧ ಗಂಟೆ ನಡಿಗೆ, ಯೋಗ ಹಾಗೂ ಧ್ಯಾನ ಮಾಡಬೇಕು. ಹಣ್ಣು ತರಕಾರಿಗಳನ್ನು ಹೆಚ್ಚಾಗಿ ಸೇವಿಸಬೇಕು. ಮಾನಸಿಕ ಒತ್ತಡ ಕಡಿಮೆ ಮಾಡಿಕೊಳ್ಳಬೇಕು. ಈ ಸಂದರ್ಭದಲ್ಲಿ ಜಿಲ್ಲಾ ಸರ್ವೇಕ್ಷಣಾಧಿಕಾರಿಗಳು, ಆಸ್ಪತ್ರೆಯ ಅಧೀಕ್ಷಕರು, ವೈದ್ಯಾಧಿಕಾರಿಗಳು, ಶುಶ್ರೂಷಕರು, ಆಶಾ ಕಾರ್ಯಕರ್ತೆಯರು ಹಾಗೂ ಸಾರ್ವಜನಿಕರು ಪಾಲ್ಗೊಂಡಿದ್ದರು. ಕಾರ್ಯಕ್ರಮದ ಕೊನೆಯಲ್ಲಿ ಜಾಗೃತಿ ಕರಪತ್ರಗಳನ್ನು ವಿತರಿಸಲಾಯಿತು.	[204, 594, 376, 777]
article5-photo	[570, 368, 922, 486]
article1-place: ಕುಷ್ಟಗಿ, ಮೇ.18:	[32, 148, 81, 158]
article6-place: ಶಿವಮೊಗ್ಗ, ಮೇ.18:	[578, 750, 635, 760]
section-rule	[20, 1142, 925, 1144]
article5-place: ಕುಷ್ಟಗಿ, ಮೇ.18:	[578, 500, 626, 510]
column-divider	[565, 326, 566, 1138]
article8-body: ಕನ್ನಡನಾಡು ವಾರ್ತೆ ಬಳ್ಳಾರಿ, ಮೇ.18: ಜಿಲ್ಲಾ ಉದ್ಯೋಗ ವಿನಿಮಯ ಕಚೇರಿ ವತಿಯಿಂದ ಮೇ 21ರಂದು ಬೆಳಗ್ಗೆ 10 ಗಂಟೆಯಿಂದ ಮಧ್ಯಾಹ್ನ 01 ಗಂಟೆಯವರೆಗೆ ಜಿಲ್ಲಾ ಉದ್ಯೋಗ ವಿನಿಮಯ ಕಚೇರಿ ಆವರಣದಲ್ಲಿ ಮಿನಿ ಉದ್ಯೋಗ ಮೇಳ ಆಯೋಜಿಸಲಾಗಿದೆ. ಮೇಳದಲ್ಲಿ ವಿವಿಧ ಖಾಸಗಿ ಕಂಪನಿಗಳು ಭಾಗವಹಿಸಲಿದ್ದು, ಎಸ್.ಎಸ್.ಎಲ್.ಸಿ, ಪಿಯುಸಿ, ಐಟಿಐ, ಡಿಪ್ಲೊಮಾ ಹಾಗೂ ಯಾವುದೇ ಪದವಿ ಪಡೆದ 18 ರಿಂದ 35 ವರ್ಷದೊಳಗಿನ ಅಭ್ಯರ್ಥಿಗಳು ಭಾಗವಹಿಸಬಹುದು. ಆಸಕ್ತ ಅಭ್ಯರ್ಥಿಗಳು ತಮ್ಮ ಸ್ವವಿವರದ ಪ್ರತಿಗಳು, ವಿದ್ಯಾರ್ಹತೆ ಪ್ರಮಾಣ ಪತ್ರಗಳು, ಆಧಾರ್ ಕಾರ್ಡ್ ಹಾಗೂ ಭಾವಚಿತ್ರದೊಂದಿಗೆ ನೇರವಾಗಿ ಸಂದರ್ಶನಕ್ಕೆ ಹಾಜರಾಗಬಹುದು. ಹೆಚ್ಚಿನ ಮಾಹಿತಿಗಾಗಿ ದೂ.ಸಂ: 9742718891, 9663263086, 9900637766, 6360408094 ಗೆ ಸಂಪರ್ಕಿಸಬಹುದು ಎಂದು ಜಿಲ್ಲಾ ಉದ್ಯೋಗಾಧಿಕಾರಿಗಳು ಪ್ರಕಟಣೆಯಲ್ಲಿ ತಿಳಿಸಿದ್ದಾರೆ.	[742, 1198, 922, 1371]
article1-photo	[210, 138, 566, 242]
article8-headline-line1: ಮೇ.21 ರಂದು	[791, 1148, 873, 1165]
article7-col1: ಕನ್ನಡನಾಡು ವಾರ್ತೆ ಬೆಂಗಳೂರು, ಮೇ.17: ಅಂತಾರಾಷ್ಟ್ರೀಯ ಯೋಗ ದಿನಾಚರಣೆಯ ಅಂಗವಾಗಿ ನಗರದ ಉದ್ಯಾನವನದಲ್ಲಿ ಹಸಿರು ಯೋಗಾಸನ ಕಾರ್ಯಕ್ರಮ ನಡೆಯಿತು. ನೂರಾರು ಯೋಗಾಸಕ್ತರು ಕಾರ್ಯಕ್ರಮದಲ್ಲಿ ಪಾಲ್ಗೊಂಡು ವಿವಿಧ ಆಸನಗಳನ್ನು ಪ್ರದರ್ಶಿಸಿದರು. ಮಾಜಿ ಸಚಿವರು ಮಾತನಾಡಿ, ಯೋಗ ಭಾರತದ ಪ್ರಾಚೀನ ಪರಂಪರೆಯಾಗಿದ್ದು, ಇಂದು ಜಗತ್ತಿನಾದ್ಯಂತ ಪ್ರಸಿದ್ಧಿ ಪಡೆದಿದೆ. ದೈಹಿಕ ಹಾಗೂ ಮಾನಸಿಕ ಆರೋಗ್ಯಕ್ಕೆ ಯೋಗ ಸಹಕಾರಿ ಎಂದರು.	[24, 1200, 164, 1305]
article3-place: ಚಿತ್ರದುರ್ಗ, ಮೇ.18:	[398, 418, 457, 428]
article6-headline: ಪಶುಪಾಲನೆ ಉತ್ತೇಜನಕ್ಕೆ ಅಗತ್ಯ ಕ್ರಮ	[570, 694, 922, 732]
masthead-rule	[20, 42, 925, 44]
